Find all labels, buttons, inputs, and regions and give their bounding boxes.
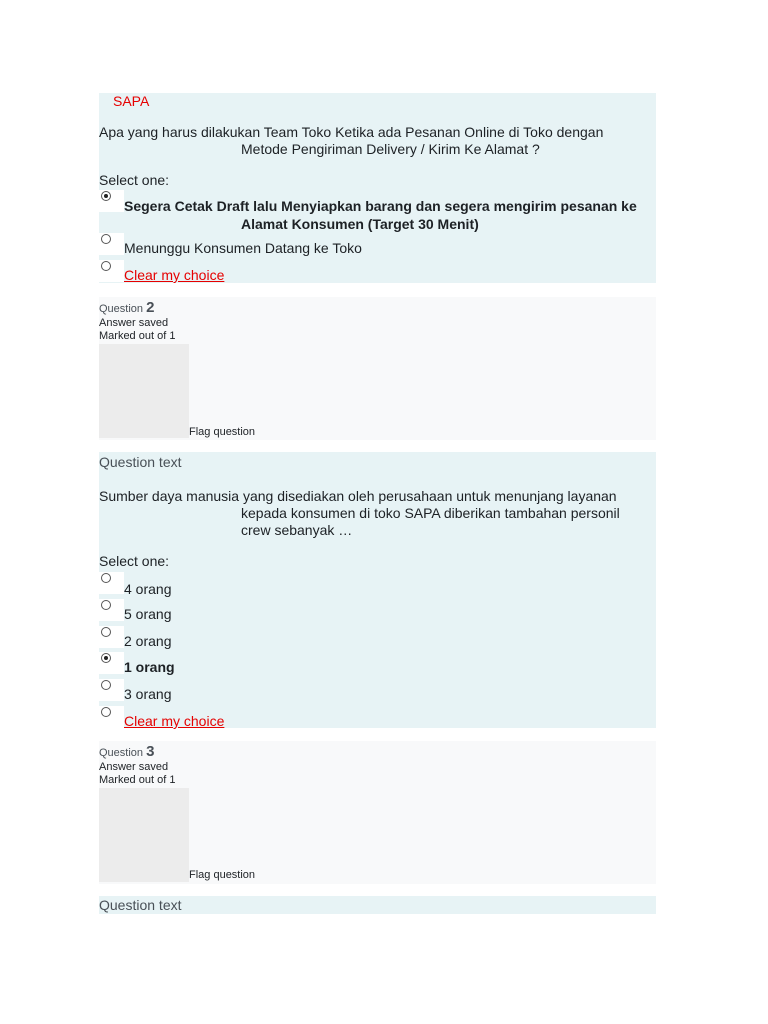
radio-checked-icon[interactable] xyxy=(101,191,111,201)
question-text-heading: Question text xyxy=(99,897,182,913)
brand-label: SAPA xyxy=(113,93,150,109)
flag-icon[interactable] xyxy=(99,788,189,882)
question-number: Question 3 xyxy=(99,743,155,760)
flag-icon[interactable] xyxy=(99,344,189,438)
question-2-info xyxy=(99,297,656,440)
question-1-text: Apa yang harus dilakukan Team Toko Ketika ada Pesanan Online di Toko dengan Metode Pengiriman Delivery / Kirim Ke Alamat ? xyxy=(99,124,604,157)
option-label: 1 orang xyxy=(124,659,175,675)
flag-question-link[interactable]: Flag question xyxy=(189,869,256,881)
option-label: 4 orang xyxy=(124,581,172,597)
option-label: Menunggu Konsumen Datang ke Toko xyxy=(124,240,362,256)
option-label: 3 orang xyxy=(124,686,172,702)
radio-unchecked-icon[interactable] xyxy=(101,261,111,271)
question-2-panel xyxy=(99,452,656,728)
option-label: 2 orang xyxy=(124,633,172,649)
option-label: Segera Cetak Draft lalu Menyiapkan barang dan segera mengirim pesanan ke Alamat Konsumen (Target 30 Menit) xyxy=(124,198,637,232)
question-text-heading: Question text xyxy=(99,454,182,470)
clear-my-choice-link[interactable]: Clear my choice xyxy=(124,267,225,283)
marked-out-of: Marked out of 1 xyxy=(99,774,176,786)
answer-status: Answer saved xyxy=(99,317,169,329)
question-number: Question 2 xyxy=(99,299,155,316)
radio-unchecked-icon[interactable] xyxy=(101,234,111,244)
flag-question-link[interactable]: Flag question xyxy=(189,426,256,438)
question-3-panel xyxy=(99,896,656,914)
clear-my-choice-link[interactable]: Clear my choice xyxy=(124,713,225,729)
question-2-text: Sumber daya manusia yang disediakan oleh perusahaan untuk menunjang layanan kepada konsumen di toko SAPA diberikan tambahan personil crew sebanyak … xyxy=(99,488,620,538)
radio-unchecked-icon[interactable] xyxy=(101,600,111,610)
option-label: 5 orang xyxy=(124,606,172,622)
radio-checked-icon[interactable] xyxy=(101,653,111,663)
marked-out-of: Marked out of 1 xyxy=(99,330,176,342)
answer-status: Answer saved xyxy=(99,761,169,773)
radio-unchecked-icon[interactable] xyxy=(101,627,111,637)
radio-unchecked-icon[interactable] xyxy=(101,680,111,690)
radio-unchecked-icon[interactable] xyxy=(101,573,111,583)
question-3-info xyxy=(99,741,656,884)
question-1-panel xyxy=(99,93,656,283)
radio-unchecked-icon[interactable] xyxy=(101,707,111,717)
select-one-label: Select one: xyxy=(99,172,170,188)
select-one-label: Select one: xyxy=(99,553,170,569)
